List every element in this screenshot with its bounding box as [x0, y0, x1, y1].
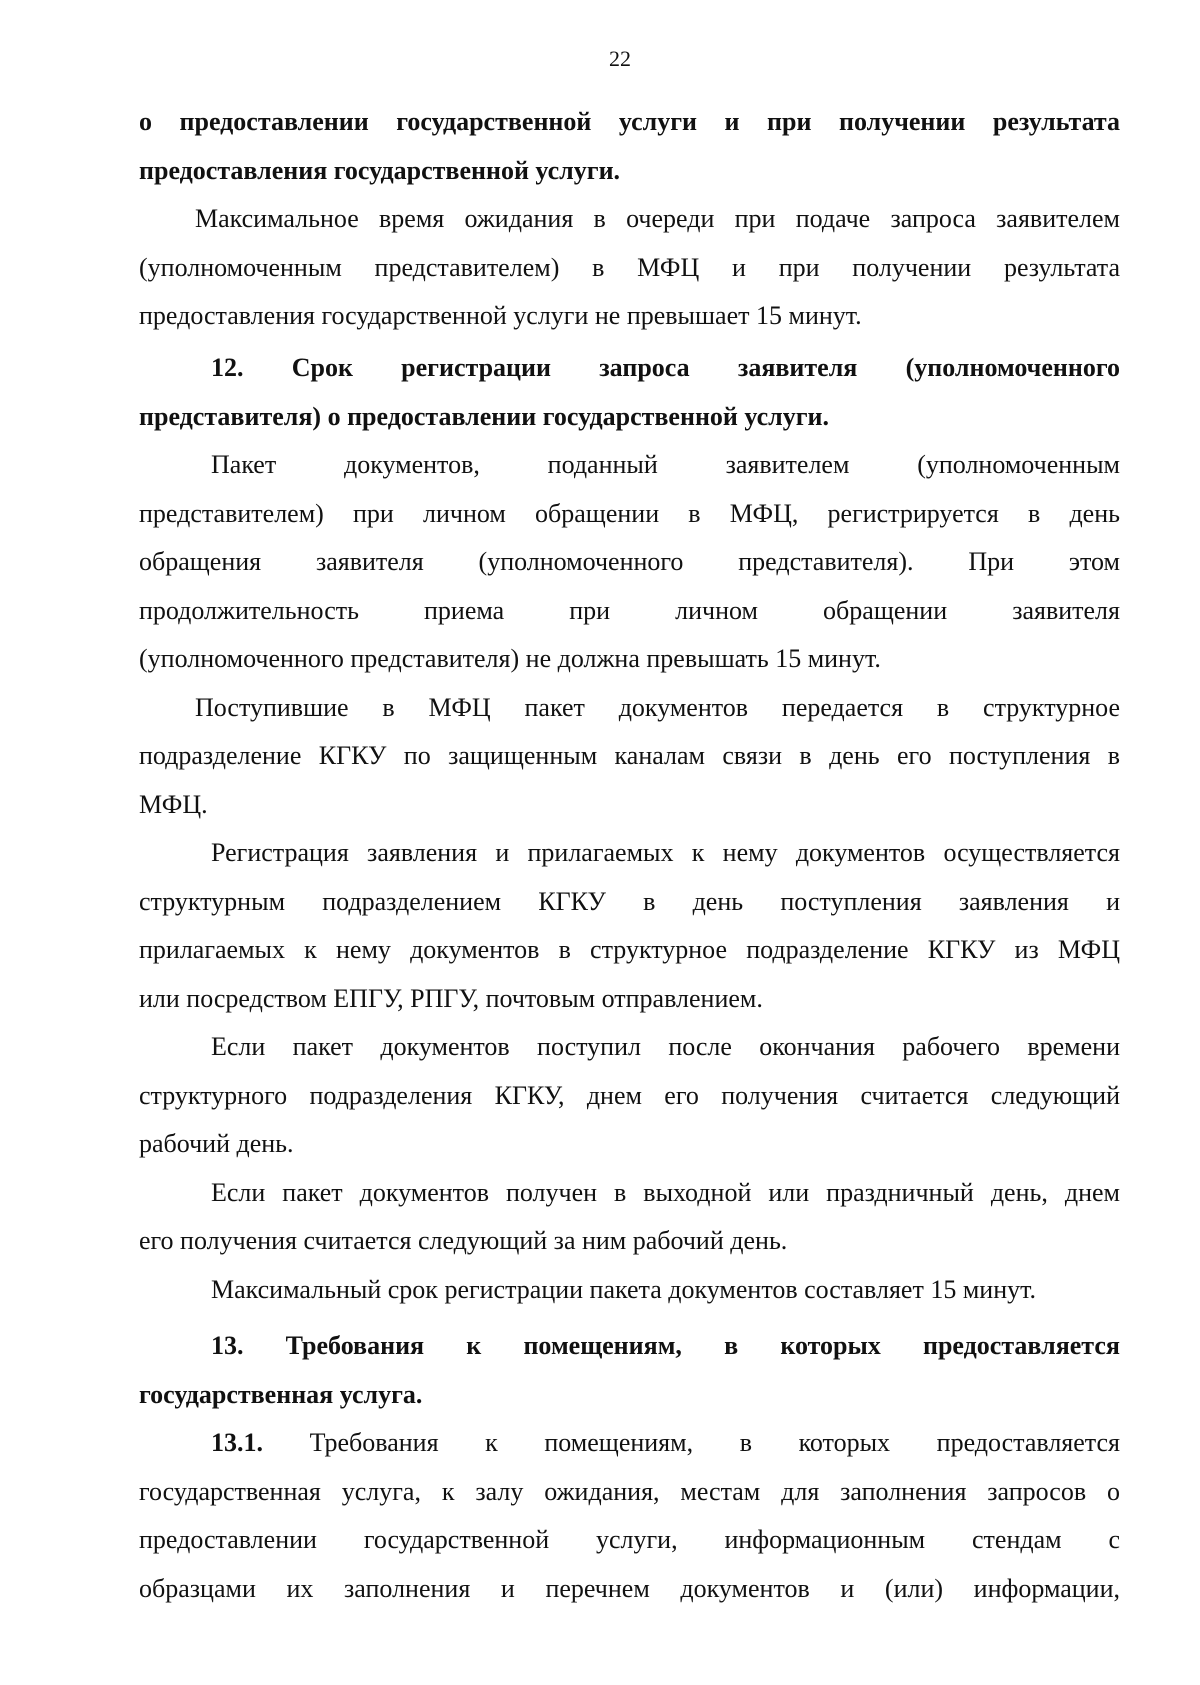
- subsection-number: 13.1.: [211, 1428, 263, 1457]
- section-heading-line: представителя) о предоставлении государственной услуги.: [139, 401, 830, 431]
- paragraph-line: предоставления государственной услуги не превышает 15 минут.: [139, 301, 862, 330]
- section-heading-line: 12. Срок регистрации запроса заявителя (уполномоченного: [211, 353, 1120, 382]
- paragraph-line: Если пакет документов получен в выходной или праздничный день, днем: [211, 1177, 1120, 1207]
- paragraph-line: продолжительность приема при личном обращении заявителя: [139, 595, 1120, 625]
- paragraph-line: или посредством ЕПГУ, РПГУ, почтовым отправлением.: [139, 983, 763, 1013]
- paragraph-line: Максимальное время ожидания в очереди при подаче запроса заявителем: [195, 204, 1120, 233]
- section-13: [139, 1322, 1120, 1613]
- paragraph-line: (уполномоченного представителя) не должна превышать 15 минут.: [139, 644, 881, 673]
- paragraph-line: предоставлении государственной услуги, информационным стендам с: [139, 1525, 1120, 1554]
- paragraph-line: структурным подразделением КГКУ в день поступления заявления и: [139, 886, 1120, 916]
- page-number: 22: [609, 46, 631, 71]
- paragraph-line: Регистрация заявления и прилагаемых к нему документов осуществляется: [211, 838, 1120, 867]
- heading-line: предоставления государственной услуги.: [139, 155, 621, 185]
- paragraph-line: образцами их заполнения и перечнем документов и (или) информации,: [139, 1573, 1120, 1603]
- paragraph-line: (уполномоченным представителем) в МФЦ и при получении результата: [139, 252, 1120, 282]
- paragraph-line: подразделение КГКУ по защищенным каналам связи в день его поступления в: [139, 741, 1120, 770]
- paragraph-line: государственная услуга, к залу ожидания, местам для заполнения запросов о: [139, 1476, 1120, 1506]
- paragraph-line: обращения заявителя (уполномоченного представителя). При этом: [139, 547, 1120, 576]
- heading-line: о предоставлении государственной услуги и при получении результата: [139, 107, 1120, 136]
- section-heading-line: государственная услуга.: [139, 1379, 423, 1409]
- paragraph-line: Поступившие в МФЦ пакет документов передается в структурное: [195, 692, 1120, 722]
- paragraph-line: МФЦ.: [139, 789, 208, 819]
- paragraph-line: Максимальный срок регистрации пакета документов составляет 15 минут.: [211, 1274, 1037, 1304]
- paragraph-line: его получения считается следующий за ним рабочий день.: [139, 1226, 788, 1255]
- paragraph-line: прилагаемых к нему документов в структурное подразделение КГКУ из МФЦ: [139, 935, 1120, 964]
- paragraph-line: представителем) при личном обращении в МФЦ, регистрируется в день: [139, 498, 1120, 528]
- section-heading-line: 13. Требования к помещениям, в которых предоставляется: [211, 1331, 1120, 1360]
- paragraph-line: Пакет документов, поданный заявителем (уполномоченным: [211, 450, 1120, 479]
- paragraph-line: [139, 1419, 1120, 1468]
- section-12: [139, 344, 1120, 1314]
- paragraph-line: структурного подразделения КГКУ, днем его получения считается следующий: [139, 1080, 1120, 1110]
- paragraph-line: Если пакет документов поступил после окончания рабочего времени: [211, 1032, 1120, 1061]
- paragraph-line-text: Требования к помещениям, в которых предоставляется: [309, 1428, 1120, 1457]
- paragraph-line: рабочий день.: [139, 1129, 294, 1158]
- section-11-continuation: [139, 98, 1120, 341]
